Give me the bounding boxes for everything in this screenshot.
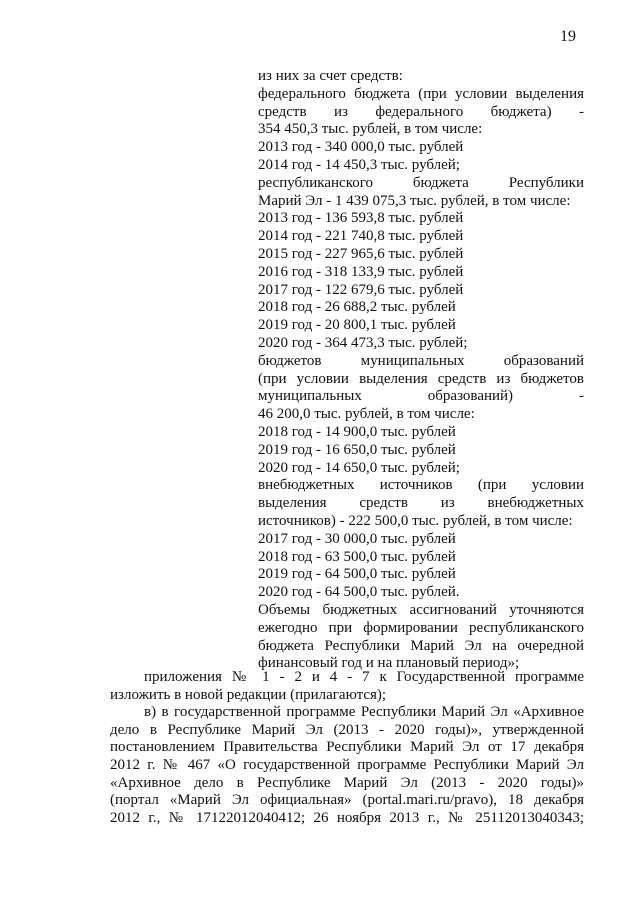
text-line: 2016 год - 318 133,9 тыс. рублей xyxy=(258,263,464,280)
text-line: средств из федерального бюджета) - xyxy=(258,103,584,120)
text-line: из них за счет средств: xyxy=(258,68,403,84)
text-line: Объемы бюджетных ассигнований уточняются xyxy=(258,601,584,618)
text-line: выделения средств из внебюджетных xyxy=(258,495,584,512)
text-line: 2014 год - 221 740,8 тыс. рублей xyxy=(258,228,464,245)
text-line: 2019 год - 64 500,0 тыс. рублей xyxy=(258,566,456,583)
text-line: 2012 г. № 467 «О государственной программе Республики Марий Эл xyxy=(110,756,584,773)
text-line: финансовый год и на плановый период»; xyxy=(258,655,520,672)
text-line: бюджета Республики Марий Эл на очередной xyxy=(258,637,584,654)
text-line: 2017 год - 122 679,6 тыс. рублей xyxy=(258,281,464,298)
text-line: 2018 год - 14 900,0 тыс. рублей xyxy=(258,423,456,440)
text-line: (при условии выделения средств из бюджетов xyxy=(258,370,584,387)
text-line: 2018 год - 63 500,0 тыс. рублей xyxy=(258,548,456,565)
text-line: 2017 год - 30 000,0 тыс. рублей xyxy=(258,530,456,547)
funding-details-column xyxy=(258,68,584,673)
text-line: 46 200,0 тыс. рублей, в том числе: xyxy=(258,406,475,423)
text-line: источников) - 222 500,0 тыс. рублей, в том числе: xyxy=(258,512,573,529)
text-line: постановлением Правительства Республики Марий Эл от 17 декабря xyxy=(110,739,584,756)
text-line: внебюджетных источников (при условии xyxy=(258,477,584,494)
text-line: муниципальных образований) - xyxy=(258,388,584,405)
text-line: Марий Эл - 1 439 075,3 тыс. рублей, в том числе: xyxy=(258,192,571,209)
text-line: 354 450,3 тыс. рублей, в том числе: xyxy=(258,121,483,138)
text-line: 2020 год - 364 473,3 тыс. рублей; xyxy=(258,334,468,351)
text-line: федерального бюджета (при условии выделения xyxy=(258,85,584,102)
text-line: республиканского бюджета Республики xyxy=(258,174,584,191)
text-line: 2019 год - 16 650,0 тыс. рублей xyxy=(258,441,456,458)
text-line: 2020 год - 14 650,0 тыс. рублей; xyxy=(258,459,460,476)
text-line: 2020 год - 64 500,0 тыс. рублей. xyxy=(258,584,460,601)
text-line: 2018 год - 26 688,2 тыс. рублей xyxy=(258,299,456,316)
text-line: изложить в новой редакции (прилагаются); xyxy=(110,686,387,703)
text-line: приложения № 1 - 2 и 4 - 7 к Государственной программе xyxy=(144,669,584,685)
text-line: 2012 г., № 17122012040412; 26 ноября 2013 г., № 25112013040343; xyxy=(110,809,584,826)
text-line: 2019 год - 20 800,1 тыс. рублей xyxy=(258,317,456,334)
text-line: 2013 год - 136 593,8 тыс. рублей xyxy=(258,210,464,227)
text-line: «Архивное дело в Республике Марий Эл (2013 - 2020 годы)» xyxy=(110,774,584,791)
text-line: бюджетов муниципальных образований xyxy=(258,352,584,369)
page-number: 19 xyxy=(560,28,576,45)
text-line: дело в Республике Марий Эл (2013 - 2020 годы)», утвержденной xyxy=(110,721,584,738)
text-line: 2015 год - 227 965,6 тыс. рублей xyxy=(258,245,464,262)
text-line: 2013 год - 340 000,0 тыс. рублей xyxy=(258,139,464,156)
text-line: (портал «Марий Эл официальная» (portal.mari.ru/pravo), 18 декабря xyxy=(110,792,584,809)
text-line: 2014 год - 14 450,3 тыс. рублей; xyxy=(258,156,460,173)
text-line: ежегодно при формировании республиканского xyxy=(258,619,584,636)
text-line: в) в государственной программе Республики Марий Эл «Архивное xyxy=(144,704,584,721)
main-body-text xyxy=(110,669,584,827)
